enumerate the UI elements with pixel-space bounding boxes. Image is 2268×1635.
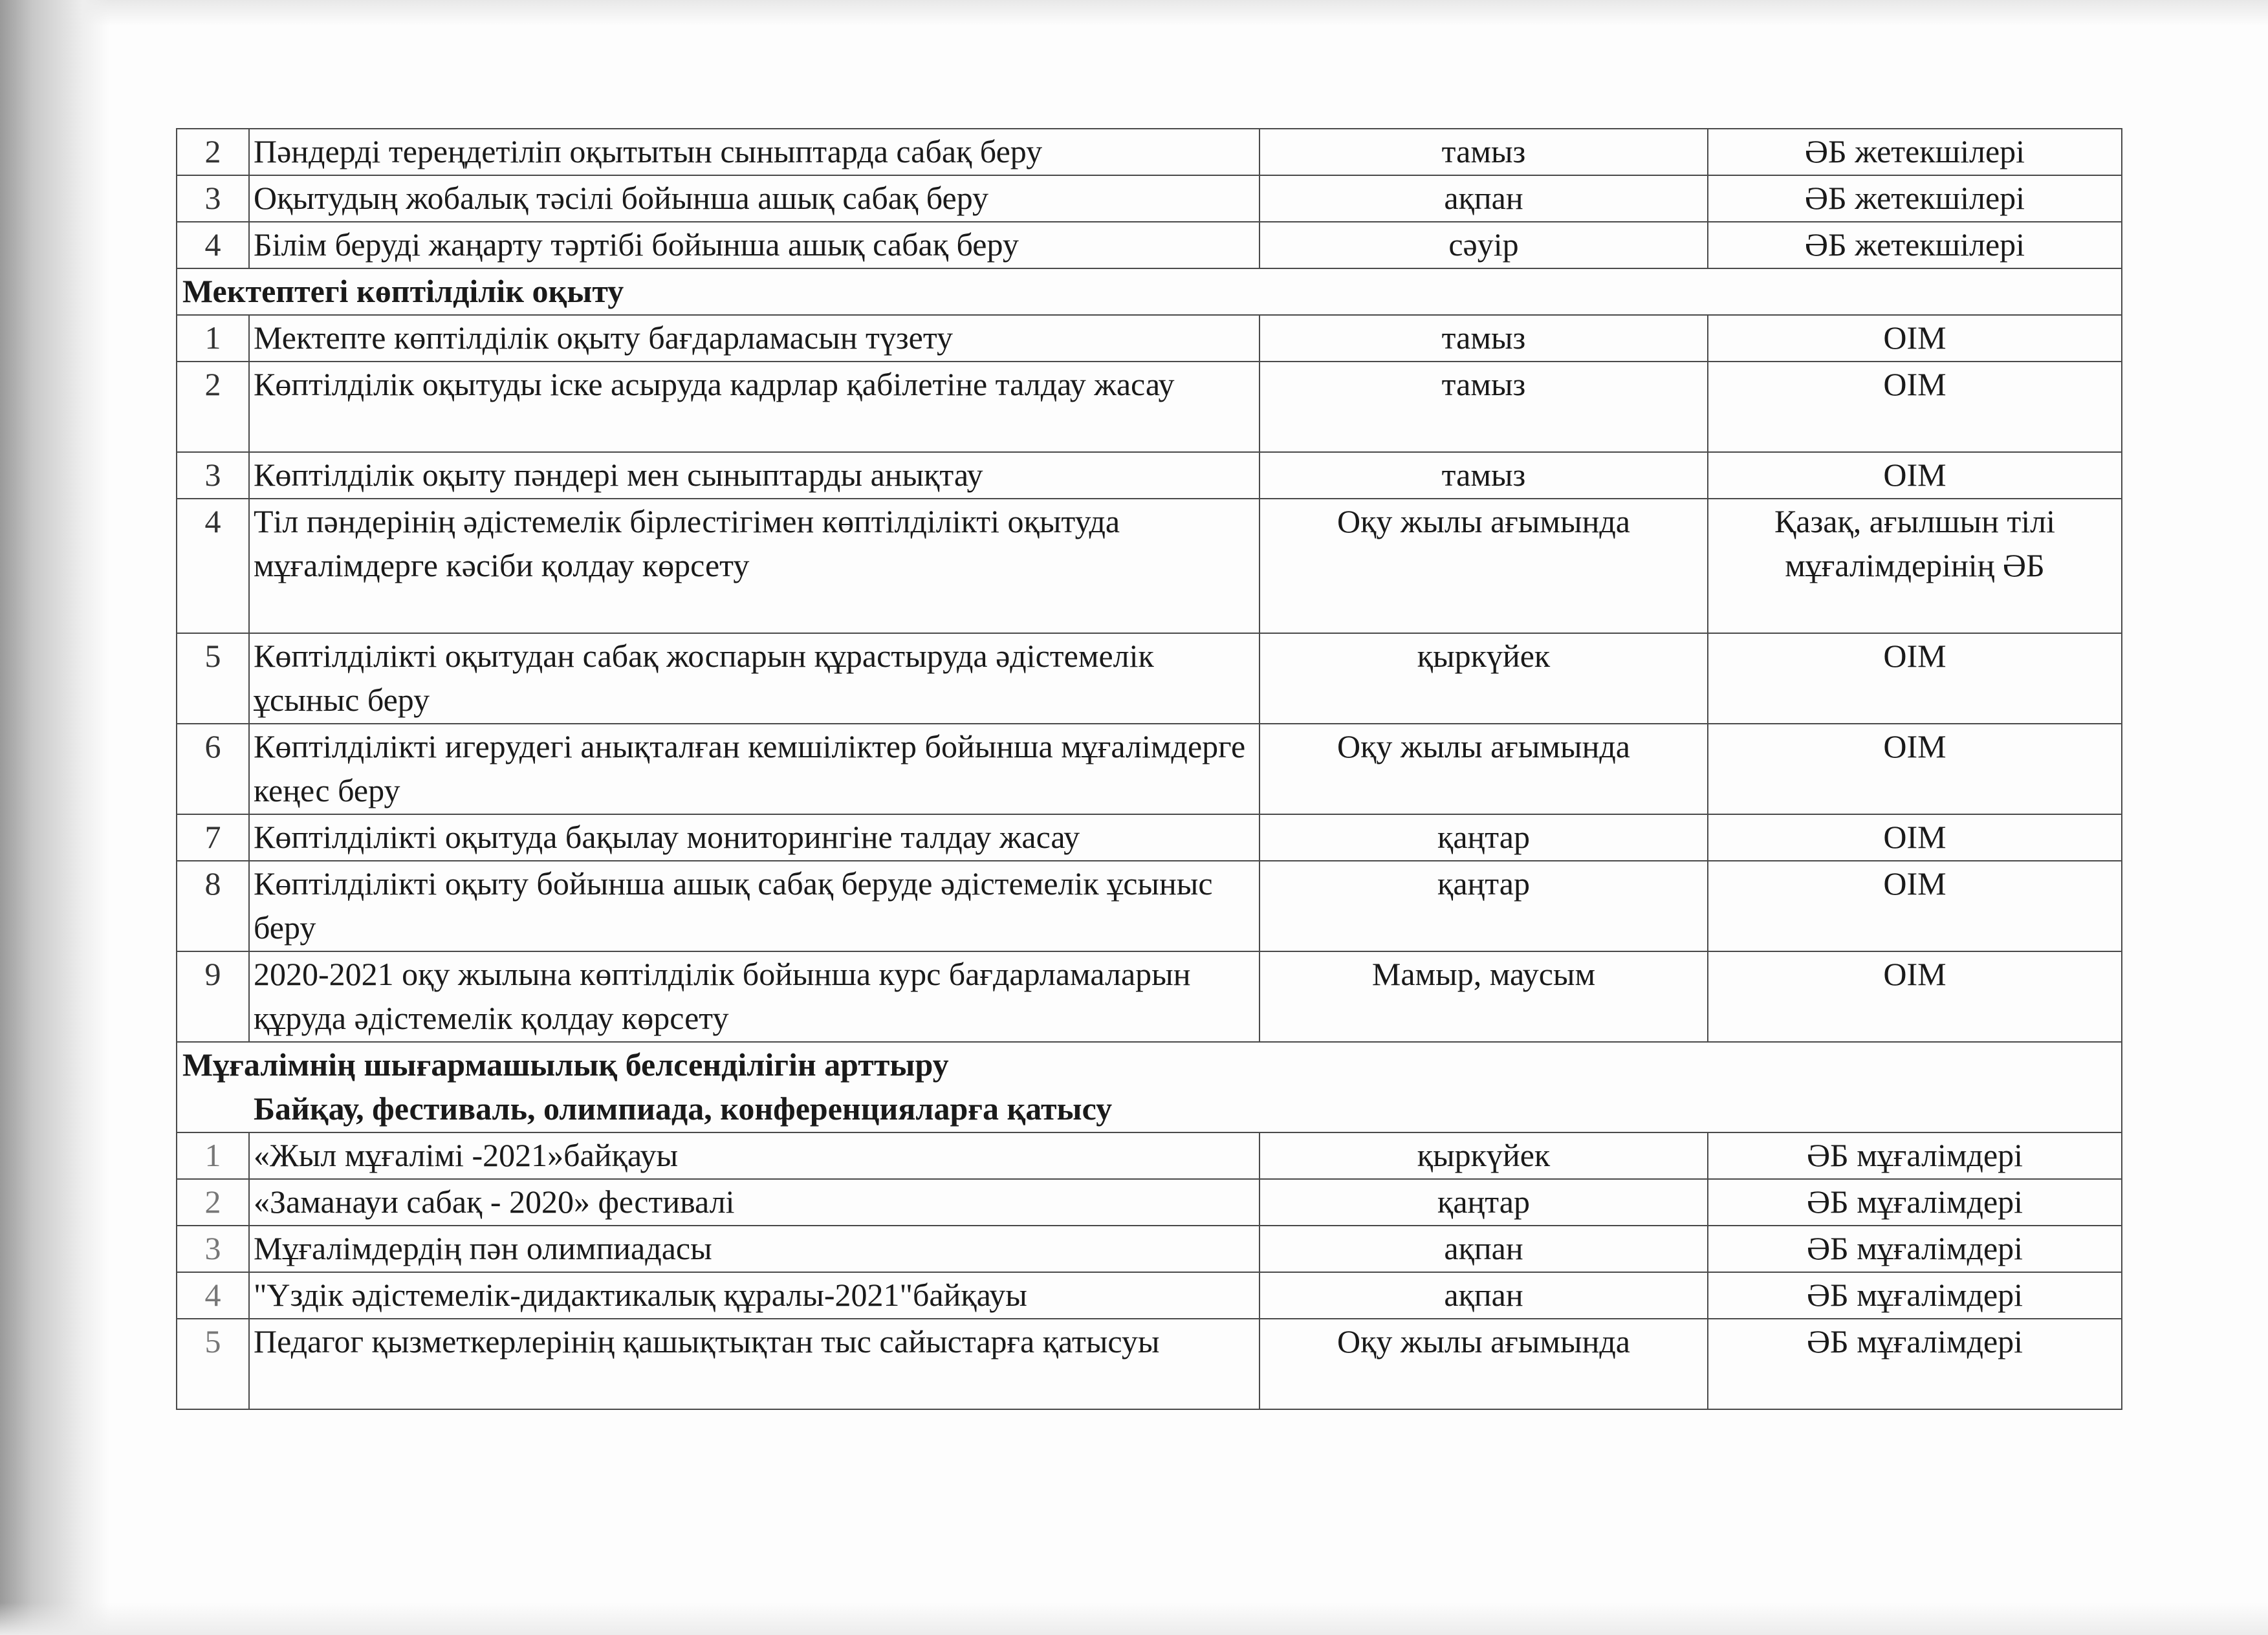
activity-deadline: Мамыр, маусым	[1259, 951, 1708, 1042]
activity-name: Көптілділікті игерудегі анықталған кемшіліктер бойынша мұғалімдерге кеңес беру	[249, 724, 1259, 814]
table-row	[177, 1132, 2122, 1179]
section-title: Мұғалімнің шығармашылық белсенділігін арттыру	[182, 1046, 949, 1083]
activity-name: 2020-2021 оқу жылына көптілділік бойынша курс бағдарламаларын құруда әдістемелік қолдау көрсету	[249, 951, 1259, 1042]
activity-name: Көптілділік оқыту пәндері мен сыныптарды анықтау	[249, 452, 1259, 499]
section-subtitle: Байқау, фестиваль, олимпиада, конференцияларға қатысу	[254, 1090, 1113, 1127]
activity-deadline: тамыз	[1259, 315, 1708, 362]
activity-deadline: ақпан	[1259, 175, 1708, 222]
table-row	[177, 499, 2122, 633]
table-row	[177, 315, 2122, 362]
activity-deadline: қаңтар	[1259, 861, 1708, 951]
activity-responsible: ӘБ мұғалімдері	[1708, 1226, 2122, 1272]
activity-deadline: қыркүйек	[1259, 633, 1708, 724]
activity-responsible: ОІМ	[1708, 362, 2122, 452]
activity-responsible: ӘБ мұғалімдері	[1708, 1132, 2122, 1179]
activity-deadline: ақпан	[1259, 1272, 1708, 1319]
table-row	[177, 951, 2122, 1042]
row-number: 5	[177, 633, 249, 724]
activity-responsible: ӘБ жетекшілері	[1708, 175, 2122, 222]
activity-deadline: Оқу жылы ағымында	[1259, 724, 1708, 814]
table-row	[177, 452, 2122, 499]
activity-responsible: ОІМ	[1708, 724, 2122, 814]
table-row	[177, 1179, 2122, 1226]
table-row	[177, 175, 2122, 222]
activity-responsible: Қазақ, ағылшын тілі мұғалімдерінің ӘБ	[1708, 499, 2122, 633]
activity-responsible: ӘБ жетекшілері	[1708, 129, 2122, 175]
table-row	[177, 129, 2122, 175]
activity-name: Мектепте көптілділік оқыту бағдарламасын түзету	[249, 315, 1259, 362]
table-row	[177, 1319, 2122, 1409]
plan-table	[176, 128, 2122, 1410]
scan-bottom-shadow	[0, 1603, 2268, 1635]
activity-responsible: ОІМ	[1708, 315, 2122, 362]
activity-responsible: ӘБ мұғалімдері	[1708, 1179, 2122, 1226]
activity-deadline: тамыз	[1259, 129, 1708, 175]
row-number: 4	[177, 1272, 249, 1319]
activity-name: Оқытудың жобалық тәсілі бойынша ашық сабақ беру	[249, 175, 1259, 222]
activity-name: Тіл пәндерінің әдістемелік бірлестігімен көптілділікті оқытуда мұғалімдерге кәсіби қолдау көрсету	[249, 499, 1259, 633]
table-row	[177, 222, 2122, 268]
activity-deadline: сәуір	[1259, 222, 1708, 268]
table-row	[177, 1226, 2122, 1272]
activity-deadline: тамыз	[1259, 362, 1708, 452]
row-number: 3	[177, 175, 249, 222]
activity-name: Көптілділік оқытуды іске асыруда кадрлар қабілетіне талдау жасау	[249, 362, 1259, 452]
activity-name: Көптілділікті оқытуда бақылау мониторингіне талдау жасау	[249, 814, 1259, 861]
activity-deadline: Оқу жылы ағымында	[1259, 499, 1708, 633]
activity-name: Пәндерді тереңдетіліп оқытытын сыныптарда сабақ беру	[249, 129, 1259, 175]
row-number: 3	[177, 452, 249, 499]
activity-responsible: ОІМ	[1708, 951, 2122, 1042]
section-title-block	[177, 1042, 2122, 1132]
scan-top-shadow	[0, 0, 2268, 26]
activity-name: Көптілділікті оқытудан сабақ жоспарын құрастыруда әдістемелік ұсыныс беру	[249, 633, 1259, 724]
activity-deadline: ақпан	[1259, 1226, 1708, 1272]
activity-responsible: ОІМ	[1708, 814, 2122, 861]
scan-left-shadow	[0, 0, 110, 1635]
row-number: 5	[177, 1319, 249, 1409]
section-title: Мектептегі көптілділік оқыту	[177, 268, 2122, 315]
row-number: 4	[177, 222, 249, 268]
activity-deadline: тамыз	[1259, 452, 1708, 499]
row-number: 2	[177, 129, 249, 175]
row-number: 3	[177, 1226, 249, 1272]
activity-deadline: қаңтар	[1259, 814, 1708, 861]
activity-name: Педагог қызметкерлерінің қашықтықтан тыс сайыстарға қатысуы	[249, 1319, 1259, 1409]
activity-deadline: қаңтар	[1259, 1179, 1708, 1226]
row-number: 4	[177, 499, 249, 633]
table-row	[177, 633, 2122, 724]
activity-deadline: қыркүйек	[1259, 1132, 1708, 1179]
activity-name: Мұғалімдердің пән олимпиадасы	[249, 1226, 1259, 1272]
table-row	[177, 362, 2122, 452]
activity-responsible: ӘБ мұғалімдері	[1708, 1272, 2122, 1319]
table-row	[177, 1272, 2122, 1319]
activity-responsible: ӘБ мұғалімдері	[1708, 1319, 2122, 1409]
table-row	[177, 814, 2122, 861]
activity-responsible: ӘБ жетекшілері	[1708, 222, 2122, 268]
row-number: 2	[177, 362, 249, 452]
row-number: 1	[177, 315, 249, 362]
activity-name: Білім беруді жаңарту тәртібі бойынша ашық сабақ беру	[249, 222, 1259, 268]
activity-responsible: ОІМ	[1708, 861, 2122, 951]
activity-responsible: ОІМ	[1708, 633, 2122, 724]
activity-responsible: ОІМ	[1708, 452, 2122, 499]
row-number: 9	[177, 951, 249, 1042]
section-header-row	[177, 268, 2122, 315]
activity-name: «Жыл мұғалімі -2021»байқауы	[249, 1132, 1259, 1179]
row-number: 2	[177, 1179, 249, 1226]
table-row	[177, 724, 2122, 814]
activity-deadline: Оқу жылы ағымында	[1259, 1319, 1708, 1409]
row-number: 7	[177, 814, 249, 861]
activity-name: Көптілділікті оқыту бойынша ашық сабақ беруде әдістемелік ұсыныс беру	[249, 861, 1259, 951]
row-number: 8	[177, 861, 249, 951]
table-row	[177, 861, 2122, 951]
row-number: 1	[177, 1132, 249, 1179]
activity-name: "Үздік әдістемелік-дидактикалық құралы-2021"байқауы	[249, 1272, 1259, 1319]
activity-name: «Заманауи сабақ - 2020» фестивалі	[249, 1179, 1259, 1226]
row-number: 6	[177, 724, 249, 814]
section-header-row	[177, 1042, 2122, 1132]
